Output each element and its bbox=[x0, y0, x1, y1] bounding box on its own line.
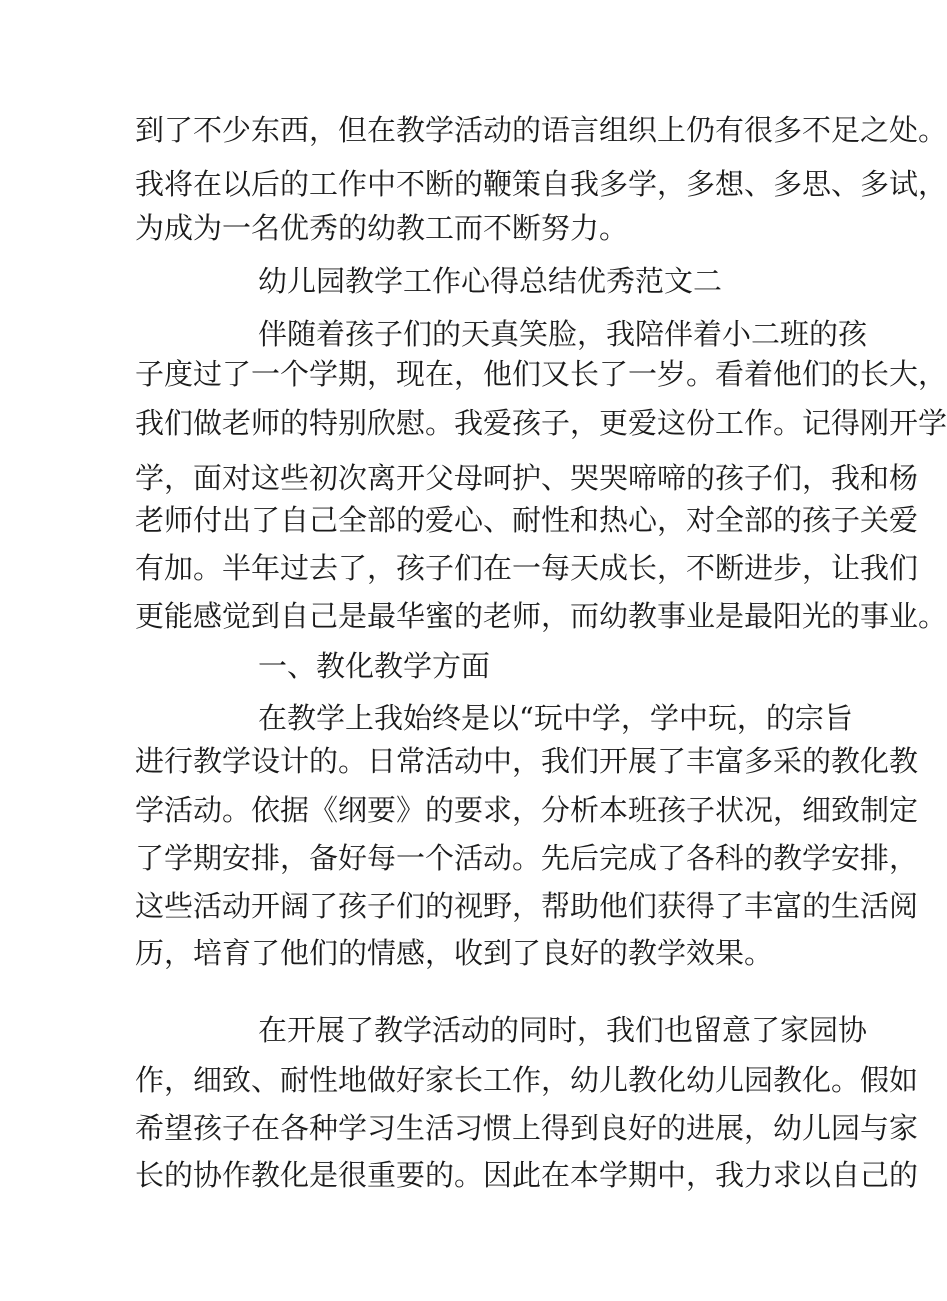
paragraph-line: 学活动。依据《纲要》的要求，分析本班孩子状况，细致制定 bbox=[135, 793, 919, 827]
paragraph-line: 有加。半年过去了，孩子们在一每天成长，不断进步，让我们 bbox=[135, 551, 919, 585]
document-title: 幼儿园教学工作心得总结优秀范文二 bbox=[258, 264, 723, 298]
paragraph-line: 更能感觉到自己是最华蜜的老师，而幼教事业是最阳光的事业。 bbox=[135, 599, 947, 633]
paragraph-line: 了学期安排，备好每一个活动。先后完成了各科的教学安排， bbox=[135, 841, 919, 875]
paragraph-line: 希望孩子在各种学习生活习惯上得到良好的进展，幼儿园与家 bbox=[135, 1111, 919, 1145]
paragraph-line: 为成为一名优秀的幼教工而不断努力。 bbox=[135, 211, 629, 245]
section-heading: 一、教化教学方面 bbox=[258, 649, 491, 683]
paragraph-line: 这些活动开阔了孩子们的视野，帮助他们获得了丰富的生活阅 bbox=[135, 889, 919, 923]
paragraph-line: 老师付出了自己全部的爱心、耐性和热心，对全部的孩子关爱 bbox=[135, 503, 919, 537]
paragraph-line: 作，细致、耐性地做好家长工作，幼儿教化幼儿园教化。假如 bbox=[135, 1063, 919, 1097]
paragraph-line: 到了不少东西，但在教学活动的语言组织上仍有很多不足之处。 bbox=[135, 113, 947, 147]
paragraph-line: 历，培育了他们的情感，收到了良好的教学效果。 bbox=[135, 936, 774, 970]
paragraph-line: 伴随着孩子们的天真笑脸，我陪伴着小二班的孩 bbox=[258, 317, 868, 351]
paragraph-line: 在开展了教学活动的同时，我们也留意了家园协 bbox=[258, 1013, 868, 1047]
paragraph-line: 长的协作教化是很重要的。因此在本学期中，我力求以自己的 bbox=[135, 1158, 919, 1192]
paragraph-line: 在教学上我始终是以“玩中学，学中玩，的宗旨 bbox=[258, 701, 853, 735]
paragraph-line: 子度过了一个学期，现在，他们又长了一岁。看着他们的长大， bbox=[135, 357, 947, 391]
paragraph-line: 我将在以后的工作中不断的鞭策自我多学，多想、多思、多试， bbox=[135, 167, 947, 201]
paragraph-line: 学，面对这些初次离开父母呵护、哭哭啼啼的孩子们，我和杨 bbox=[135, 461, 919, 495]
paragraph-line: 我们做老师的特别欣慰。我爱孩子，更爱这份工作。记得刚开学 bbox=[135, 406, 947, 440]
paragraph-line: 进行教学设计的。日常活动中，我们开展了丰富多采的教化教 bbox=[135, 744, 919, 778]
